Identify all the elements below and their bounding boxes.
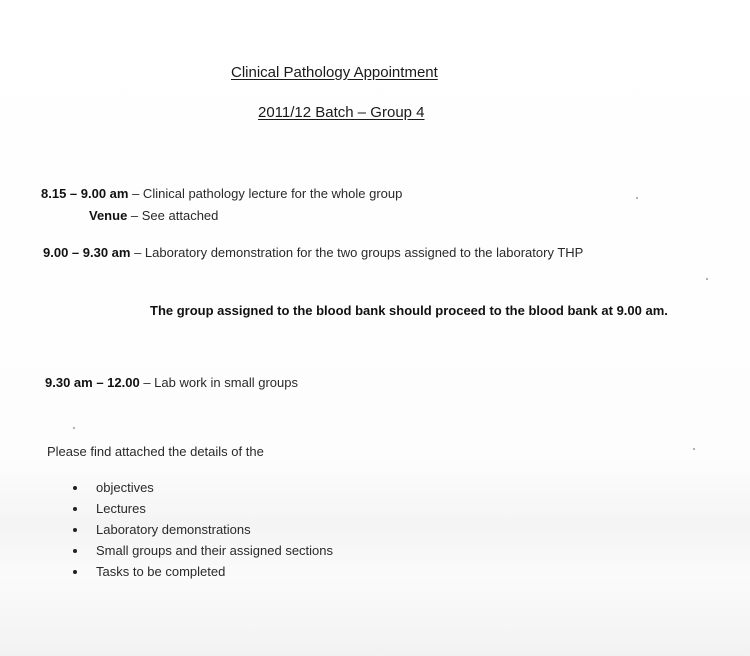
bullet-icon bbox=[73, 486, 77, 490]
venue-description: – See attached bbox=[130, 208, 219, 223]
bullet-icon bbox=[73, 528, 77, 532]
demonstration-description: – Laboratory demonstration for the two groups assigned to the laboratory THP bbox=[134, 245, 584, 260]
scan-speck bbox=[636, 197, 638, 199]
schedule-row-lab-work bbox=[45, 375, 298, 390]
list-item-text: Tasks to be completed bbox=[96, 564, 226, 579]
lab-work-time: 9.30 am – 12.00 bbox=[45, 375, 140, 390]
attachments-intro: Please find attached the details of the bbox=[47, 444, 264, 459]
list-item-text: Lectures bbox=[96, 501, 146, 516]
venue-label: Venue bbox=[89, 208, 128, 223]
lab-work-description: – Lab work in small groups bbox=[143, 375, 298, 390]
list-item-text: Small groups and their assigned sections bbox=[96, 543, 334, 558]
list-item-text: objectives bbox=[96, 480, 154, 495]
lecture-time: 8.15 – 9.00 am bbox=[41, 186, 129, 201]
bullet-icon bbox=[73, 549, 77, 553]
schedule-row-demonstration bbox=[43, 245, 583, 260]
scan-speck bbox=[73, 427, 75, 429]
blood-bank-notice: The group assigned to the blood bank should proceed to the blood bank at 9.00 am. bbox=[150, 303, 668, 318]
schedule-row-lecture bbox=[41, 186, 402, 201]
document-subtitle: 2011/12 Batch – Group 4 bbox=[258, 104, 425, 121]
lecture-description: – Clinical pathology lecture for the whole group bbox=[132, 186, 403, 201]
bullet-icon bbox=[73, 507, 77, 511]
demonstration-time: 9.00 – 9.30 am bbox=[43, 245, 131, 260]
list-item-text: Laboratory demonstrations bbox=[96, 522, 251, 537]
schedule-row-venue bbox=[89, 208, 218, 223]
scan-speck bbox=[693, 448, 695, 450]
bullet-icon bbox=[73, 570, 77, 574]
document-title: Clinical Pathology Appointment bbox=[231, 64, 438, 81]
scan-speck bbox=[706, 278, 708, 280]
